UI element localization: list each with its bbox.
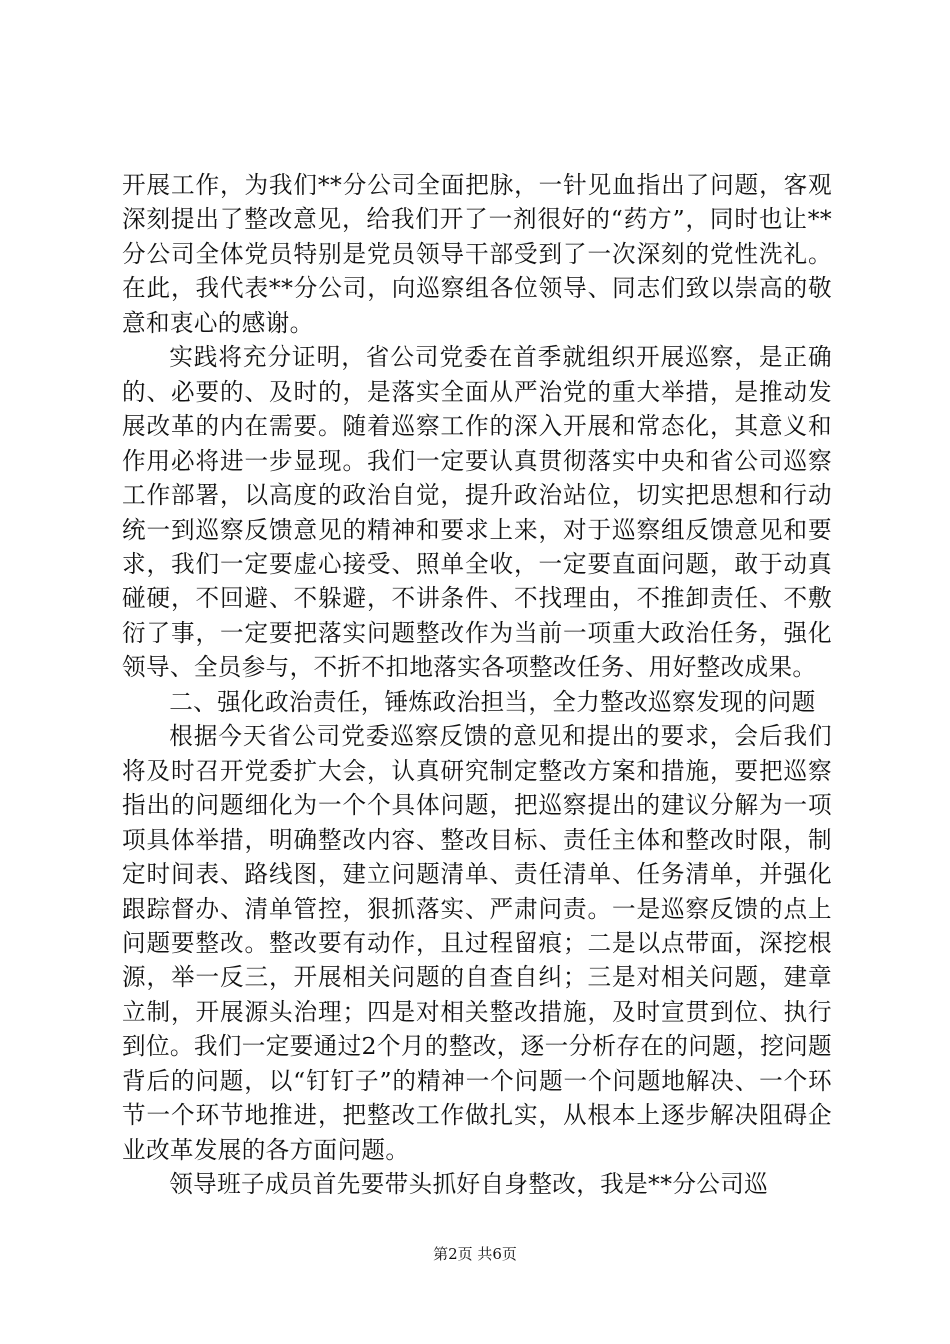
paragraph-leadership: 领导班子成员首先要带头抓好自身整改，我是**分公司巡 <box>169 1170 769 1199</box>
section-heading-two: 二、强化政治责任，锤炼政治担当，全力整改巡察发现的问题 <box>169 687 816 716</box>
paragraph-practice: 实践将充分证明，省公司党委在首季就组织开展巡察，是正确的、必要的、及时的，是落实全面从严治党的重大举措，是推动发展改革的内在需要。随着巡察工作的深入开展和常态化，其意义和作用必将进一步显现。我们一定要认真贯彻落实中央和省公司巡察工作部署，以高度的政治自觉，提升政治站位，切实把思想和行动统一到巡察反馈意见的精神和要求上来，对于巡察组反馈意见和要求，我们一定要虚心接受、照单全收，一定要直面问题，敢于动真碰硬，不回避、不躲避，不讲条件、不找理由，不推卸责任、不敷衍了事，一定要把落实问题整改作为当前一项重大政治任务，强化领导、全员参与，不折不扣地落实各项整改任务、用好整改成果。 <box>122 343 832 682</box>
paragraph-continuation: 开展工作，为我们**分公司全面把脉，一针见血指出了问题，客观深刻提出了整改意见，给我们开了一剂很好的“药方”，同时也让**分公司全体党员特别是党员领导干部受到了一次深刻的党性洗礼。在此，我代表**分公司，向巡察组各位领导、同志们致以崇高的敬意和衷心的感谢。 <box>122 171 832 337</box>
paragraph-rectification-plan: 根据今天省公司党委巡察反馈的意见和提出的要求，会后我们将及时召开党委扩大会，认真研究制定整改方案和措施，要把巡察指出的问题细化为一个个具体问题，把巡察提出的建议分解为一项项具体举措，明确整改内容、整改目标、责任主体和整改时限，制定时间表、路线图，建立问题清单、责任清单、任务清单，并强化跟踪督办、清单管控，狠抓落实、严肃问责。一是巡察反馈的点上问题要整改。整改要有动作，且过程留痕；二是以点带面，深挖根源，举一反三，开展相关问题的自查自纠；三是对相关问题，建章立制，开展源头治理；四是对相关整改措施，及时宣贯到位、执行到位。我们一定要通过2个月的整改，逐一分析存在的问题，挖问题背后的问题，以“钉钉子”的精神一个问题一个问题地解决、一个环节一个环节地推进，把整改工作做扎实，从根本上逐步解决阻碍企业改革发展的各方面问题。 <box>122 722 832 1164</box>
page-number-footer: 第2页 共6页 <box>433 1245 517 1263</box>
document-body <box>122 168 832 1202</box>
